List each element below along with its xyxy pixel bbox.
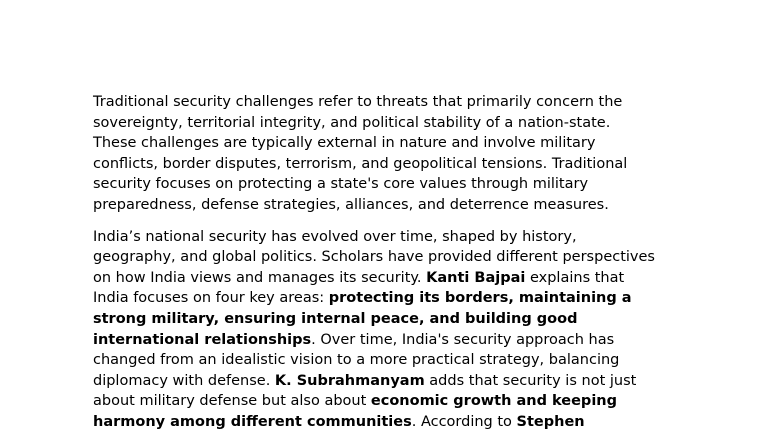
text-line: changed from an idealistic vision to a more practical strategy, balancing: [93, 352, 620, 369]
text-run: about military defense but also about: [93, 393, 371, 410]
text-run: . Over time, India's security approach has: [311, 331, 615, 348]
text-run: . According to: [411, 413, 517, 430]
paragraph-traditional-security: [93, 92, 703, 216]
text-run: adds that security is not just: [424, 372, 637, 389]
emphasis-text: economic growth and keeping: [370, 393, 617, 410]
emphasis-text: harmony among different communities: [93, 413, 412, 430]
text-line: [93, 391, 703, 412]
scholar-name-stephen: Stephen: [516, 413, 585, 430]
emphasis-text: protecting its borders, maintaining a: [328, 290, 632, 307]
text-line: security focuses on protecting a state's core values through military: [93, 176, 589, 193]
text-run: diplomacy with defense.: [93, 372, 275, 389]
paragraph-india-national-security: [93, 227, 703, 433]
text-line: preparedness, defense strategies, alliances, and deterrence measures.: [93, 196, 609, 213]
text-line: [93, 288, 703, 309]
emphasis-text: international relationships: [93, 331, 312, 348]
scholar-name-kanti-bajpai: Kanti Bajpai: [426, 269, 526, 286]
text-line: Traditional security challenges refer to threats that primarily concern the: [93, 94, 623, 110]
emphasis-text: strong military, ensuring internal peace, and building good: [93, 310, 578, 327]
text-line: These challenges are typically external in nature and involve military: [93, 135, 596, 152]
text-line: [93, 371, 703, 392]
text-run: India focuses on four key areas:: [93, 290, 329, 307]
text-line: geography, and global politics. Scholars have provided different perspectives: [93, 249, 655, 266]
text-run: on how India views and manages its security.: [93, 269, 422, 286]
document-body: [93, 92, 703, 433]
text-line: conflicts, border disputes, terrorism, and geopolitical tensions. Traditional: [93, 155, 628, 172]
text-line: sovereignty, territorial integrity, and political stability of a nation-state.: [93, 114, 611, 131]
text-line: [93, 268, 703, 289]
text-line: [93, 330, 703, 351]
text-line: [93, 412, 703, 433]
text-line: [93, 309, 703, 330]
scholar-name-k-subrahmanyam: K. Subrahmanyam: [274, 372, 425, 389]
text-run: explains that: [525, 269, 625, 286]
text-line: India’s national security has evolved over time, shaped by history,: [93, 228, 577, 245]
